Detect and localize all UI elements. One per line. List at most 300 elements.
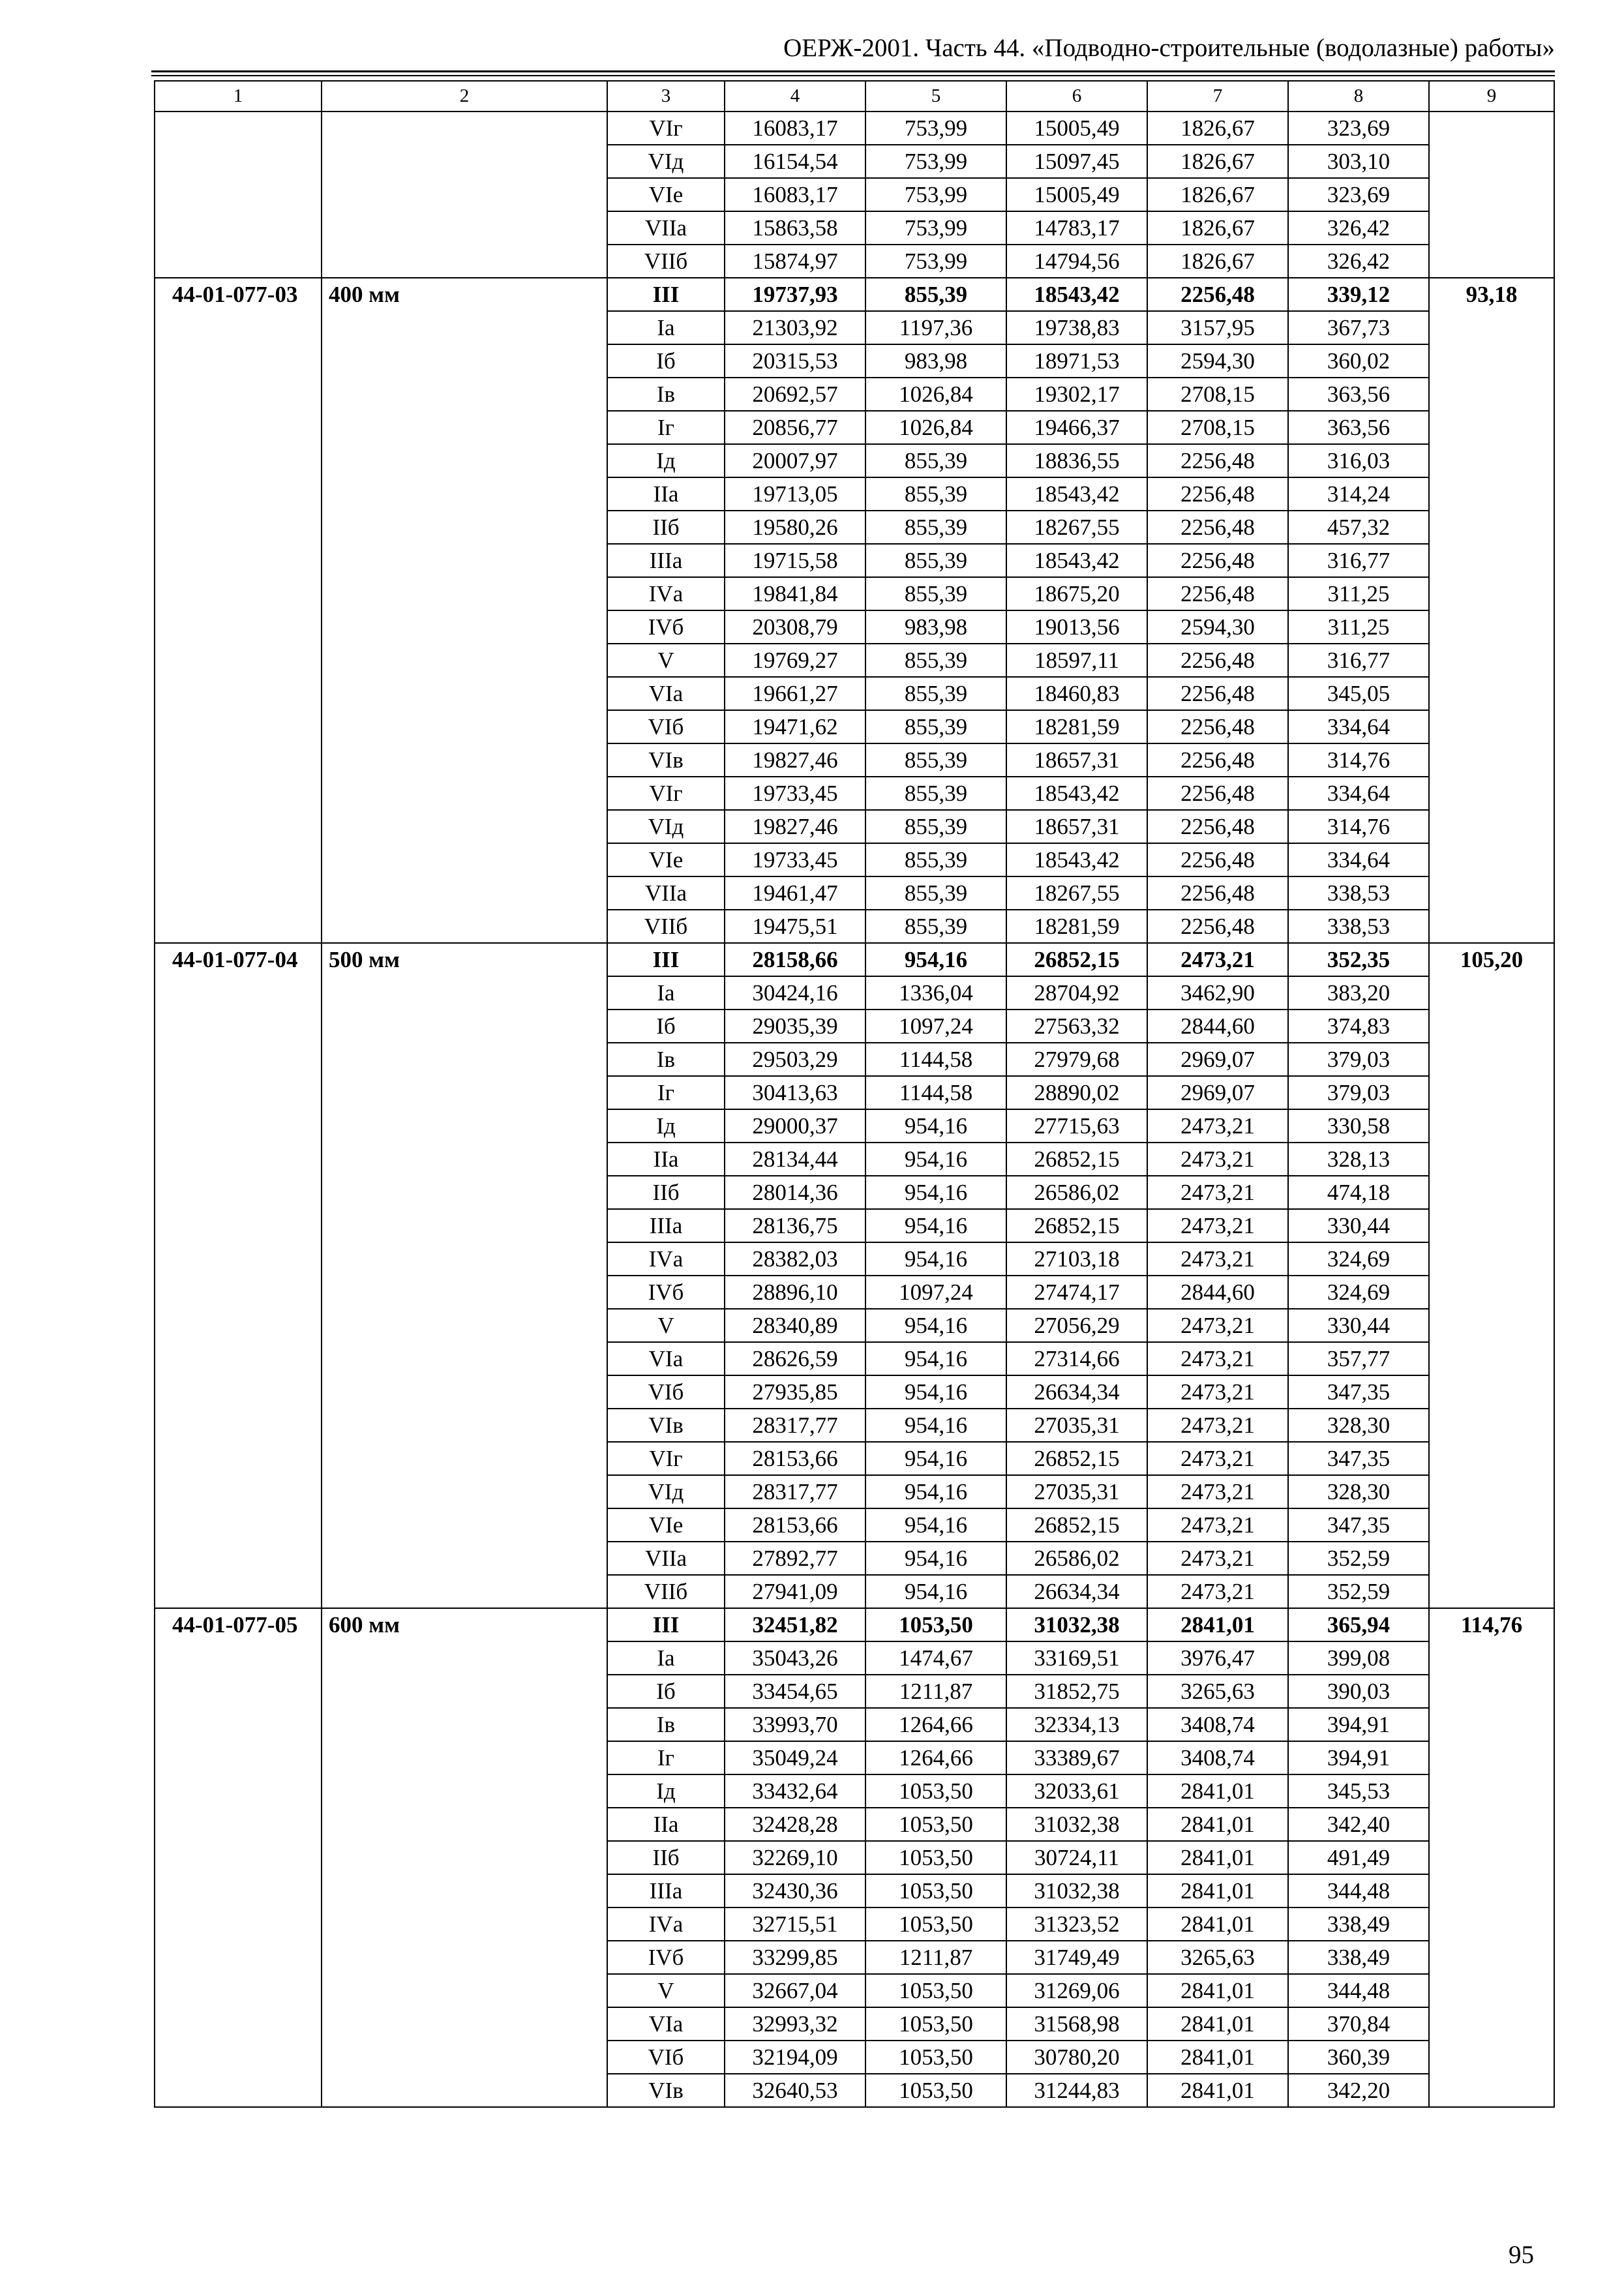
- category-cell: IIб: [607, 511, 725, 544]
- value-cell: 15005,49: [1006, 178, 1147, 211]
- value-cell: 347,35: [1288, 1375, 1429, 1409]
- value-cell: 21303,92: [725, 311, 865, 344]
- category-cell: IIIа: [607, 544, 725, 577]
- value-cell: 314,76: [1288, 743, 1429, 777]
- value-cell: 363,56: [1288, 378, 1429, 411]
- value-cell: 31749,49: [1006, 1941, 1147, 1974]
- value-cell: 2841,01: [1147, 1774, 1288, 1808]
- value-cell: 20315,53: [725, 344, 865, 378]
- value-cell: 324,69: [1288, 1242, 1429, 1276]
- value-cell: 328,30: [1288, 1475, 1429, 1508]
- value-cell: 32715,51: [725, 1908, 865, 1941]
- value-cell: 855,39: [865, 477, 1006, 511]
- value-cell: 27474,17: [1006, 1276, 1147, 1309]
- value-cell: 1264,66: [865, 1741, 1006, 1774]
- category-cell: VIе: [607, 1508, 725, 1542]
- column-number: 2: [322, 81, 607, 112]
- value-cell: 316,03: [1288, 444, 1429, 477]
- value-cell: 330,58: [1288, 1109, 1429, 1143]
- category-cell: Iг: [607, 411, 725, 444]
- value-cell: 3408,74: [1147, 1741, 1288, 1774]
- value-cell: 316,77: [1288, 544, 1429, 577]
- value-cell: 360,39: [1288, 2041, 1429, 2074]
- value-cell: 491,49: [1288, 1841, 1429, 1874]
- value-cell: 2256,48: [1147, 477, 1288, 511]
- category-cell: VIв: [607, 2074, 725, 2107]
- column-number: 8: [1288, 81, 1429, 112]
- value-cell: 2256,48: [1147, 544, 1288, 577]
- value-cell: 2841,01: [1147, 1608, 1288, 1641]
- value-cell: 379,03: [1288, 1076, 1429, 1109]
- value-cell: 855,39: [865, 876, 1006, 910]
- value-cell: 370,84: [1288, 2007, 1429, 2041]
- value-cell: 20007,97: [725, 444, 865, 477]
- value-cell: 28896,10: [725, 1276, 865, 1309]
- column-number: 4: [725, 81, 865, 112]
- category-cell: Iд: [607, 444, 725, 477]
- value-cell: 303,10: [1288, 145, 1429, 178]
- value-cell: 19713,05: [725, 477, 865, 511]
- value-cell: 26852,15: [1006, 943, 1147, 976]
- value-cell: 19841,84: [725, 577, 865, 610]
- value-cell: 983,98: [865, 344, 1006, 378]
- value-cell: 29035,39: [725, 1010, 865, 1043]
- rate-name-cell: 600 мм: [322, 1608, 607, 2107]
- value-cell: 954,16: [865, 1475, 1006, 1508]
- value-cell: 457,32: [1288, 511, 1429, 544]
- value-cell: 2256,48: [1147, 743, 1288, 777]
- value-cell: 855,39: [865, 843, 1006, 876]
- category-cell: VIа: [607, 677, 725, 710]
- category-cell: VIIб: [607, 245, 725, 278]
- value-cell: 2969,07: [1147, 1076, 1288, 1109]
- value-cell: 326,42: [1288, 245, 1429, 278]
- value-cell: 3265,63: [1147, 1675, 1288, 1708]
- col9-value-cell: [1429, 112, 1554, 278]
- value-cell: 1826,67: [1147, 211, 1288, 245]
- value-cell: 16083,17: [725, 178, 865, 211]
- value-cell: 323,69: [1288, 178, 1429, 211]
- value-cell: 26852,15: [1006, 1508, 1147, 1542]
- category-cell: Iв: [607, 1043, 725, 1076]
- category-cell: VIIа: [607, 876, 725, 910]
- value-cell: 18267,55: [1006, 876, 1147, 910]
- value-cell: 26634,34: [1006, 1375, 1147, 1409]
- category-cell: IIб: [607, 1176, 725, 1209]
- value-cell: 28158,66: [725, 943, 865, 976]
- value-cell: 954,16: [865, 1375, 1006, 1409]
- value-cell: 328,13: [1288, 1143, 1429, 1176]
- value-cell: 954,16: [865, 1242, 1006, 1276]
- value-cell: 314,76: [1288, 810, 1429, 843]
- value-cell: 28317,77: [725, 1475, 865, 1508]
- value-cell: 27979,68: [1006, 1043, 1147, 1076]
- value-cell: 19475,51: [725, 910, 865, 943]
- value-cell: 18971,53: [1006, 344, 1147, 378]
- value-cell: 324,69: [1288, 1276, 1429, 1309]
- category-cell: VIв: [607, 1409, 725, 1442]
- value-cell: 855,39: [865, 777, 1006, 810]
- value-cell: 28340,89: [725, 1309, 865, 1342]
- value-cell: 20308,79: [725, 610, 865, 644]
- category-cell: VIд: [607, 1475, 725, 1508]
- category-cell: IIIа: [607, 1209, 725, 1242]
- category-cell: VIб: [607, 710, 725, 743]
- value-cell: 2473,21: [1147, 1209, 1288, 1242]
- value-cell: 1053,50: [865, 1874, 1006, 1908]
- value-cell: 855,39: [865, 743, 1006, 777]
- value-cell: 32993,32: [725, 2007, 865, 2041]
- value-cell: 2841,01: [1147, 2041, 1288, 2074]
- value-cell: 14783,17: [1006, 211, 1147, 245]
- value-cell: 330,44: [1288, 1309, 1429, 1342]
- value-cell: 954,16: [865, 1143, 1006, 1176]
- value-cell: 954,16: [865, 1542, 1006, 1575]
- value-cell: 33169,51: [1006, 1641, 1147, 1675]
- category-cell: IIб: [607, 1841, 725, 1874]
- value-cell: 311,25: [1288, 577, 1429, 610]
- category-cell: VIд: [607, 810, 725, 843]
- value-cell: 855,39: [865, 444, 1006, 477]
- table-row: [155, 112, 1554, 145]
- value-cell: 31323,52: [1006, 1908, 1147, 1941]
- category-cell: III: [607, 278, 725, 311]
- page-header-title: ОЕРЖ-2001. Часть 44. «Подводно-строительные (водолазные) работы»: [783, 34, 1555, 62]
- value-cell: 1053,50: [865, 1608, 1006, 1641]
- value-cell: 855,39: [865, 577, 1006, 610]
- value-cell: 20856,77: [725, 411, 865, 444]
- category-cell: VIIб: [607, 910, 725, 943]
- value-cell: 19302,17: [1006, 378, 1147, 411]
- category-cell: IVб: [607, 1941, 725, 1974]
- value-cell: 26586,02: [1006, 1542, 1147, 1575]
- value-cell: 29000,37: [725, 1109, 865, 1143]
- value-cell: 19737,93: [725, 278, 865, 311]
- rate-code-cell: [155, 112, 322, 278]
- value-cell: 15097,45: [1006, 145, 1147, 178]
- category-cell: IVб: [607, 610, 725, 644]
- value-cell: 1826,67: [1147, 178, 1288, 211]
- category-cell: Iб: [607, 1675, 725, 1708]
- value-cell: 33389,67: [1006, 1741, 1147, 1774]
- value-cell: 19661,27: [725, 677, 865, 710]
- value-cell: 365,94: [1288, 1608, 1429, 1641]
- category-cell: IIIа: [607, 1874, 725, 1908]
- value-cell: 323,69: [1288, 112, 1429, 145]
- value-cell: 954,16: [865, 1209, 1006, 1242]
- value-cell: 2473,21: [1147, 1375, 1288, 1409]
- value-cell: 474,18: [1288, 1176, 1429, 1209]
- category-cell: Iв: [607, 1708, 725, 1741]
- value-cell: 1053,50: [865, 2041, 1006, 2074]
- value-cell: 2256,48: [1147, 910, 1288, 943]
- value-cell: 28626,59: [725, 1342, 865, 1375]
- value-cell: 2594,30: [1147, 344, 1288, 378]
- category-cell: VIе: [607, 843, 725, 876]
- value-cell: 32334,13: [1006, 1708, 1147, 1741]
- value-cell: 954,16: [865, 1442, 1006, 1475]
- value-cell: 399,08: [1288, 1641, 1429, 1675]
- value-cell: 18543,42: [1006, 777, 1147, 810]
- value-cell: 2473,21: [1147, 1143, 1288, 1176]
- value-cell: 753,99: [865, 211, 1006, 245]
- category-cell: IVа: [607, 1908, 725, 1941]
- category-cell: V: [607, 1309, 725, 1342]
- value-cell: 2256,48: [1147, 444, 1288, 477]
- value-cell: 1026,84: [865, 378, 1006, 411]
- value-cell: 15005,49: [1006, 112, 1147, 145]
- value-cell: 1826,67: [1147, 245, 1288, 278]
- value-cell: 31269,06: [1006, 1974, 1147, 2007]
- value-cell: 29503,29: [725, 1043, 865, 1076]
- value-cell: 2473,21: [1147, 1109, 1288, 1143]
- column-number: 1: [155, 81, 322, 112]
- value-cell: 1826,67: [1147, 112, 1288, 145]
- value-cell: 1144,58: [865, 1043, 1006, 1076]
- value-cell: 753,99: [865, 145, 1006, 178]
- value-cell: 347,35: [1288, 1508, 1429, 1542]
- value-cell: 19715,58: [725, 544, 865, 577]
- value-cell: 2841,01: [1147, 1874, 1288, 1908]
- value-cell: 2256,48: [1147, 577, 1288, 610]
- value-cell: 18657,31: [1006, 743, 1147, 777]
- category-cell: VIб: [607, 1375, 725, 1409]
- value-cell: 26586,02: [1006, 1176, 1147, 1209]
- value-cell: 1336,04: [865, 976, 1006, 1010]
- value-cell: 18281,59: [1006, 710, 1147, 743]
- value-cell: 2708,15: [1147, 411, 1288, 444]
- value-cell: 2473,21: [1147, 1575, 1288, 1608]
- value-cell: 32640,53: [725, 2074, 865, 2107]
- value-cell: 352,59: [1288, 1542, 1429, 1575]
- value-cell: 2844,60: [1147, 1010, 1288, 1043]
- value-cell: 18836,55: [1006, 444, 1147, 477]
- value-cell: 1026,84: [865, 411, 1006, 444]
- value-cell: 2473,21: [1147, 1342, 1288, 1375]
- value-cell: 18543,42: [1006, 544, 1147, 577]
- value-cell: 26634,34: [1006, 1575, 1147, 1608]
- header-rule-thin: [151, 75, 1555, 76]
- value-cell: 1053,50: [865, 2007, 1006, 2041]
- value-cell: 26852,15: [1006, 1442, 1147, 1475]
- value-cell: 30424,16: [725, 976, 865, 1010]
- category-cell: VIг: [607, 777, 725, 810]
- value-cell: 18460,83: [1006, 677, 1147, 710]
- value-cell: 33454,65: [725, 1675, 865, 1708]
- rate-code-cell: 44-01-077-03: [155, 278, 322, 943]
- value-cell: 19580,26: [725, 511, 865, 544]
- category-cell: VIд: [607, 145, 725, 178]
- value-cell: 2594,30: [1147, 610, 1288, 644]
- value-cell: 344,48: [1288, 1974, 1429, 2007]
- value-cell: 1826,67: [1147, 145, 1288, 178]
- category-cell: VIIа: [607, 1542, 725, 1575]
- value-cell: 19466,37: [1006, 411, 1147, 444]
- value-cell: 2256,48: [1147, 777, 1288, 810]
- value-cell: 15863,58: [725, 211, 865, 245]
- value-cell: 2473,21: [1147, 1242, 1288, 1276]
- value-cell: 855,39: [865, 910, 1006, 943]
- value-cell: 2844,60: [1147, 1276, 1288, 1309]
- value-cell: 1097,24: [865, 1276, 1006, 1309]
- value-cell: 855,39: [865, 677, 1006, 710]
- value-cell: 954,16: [865, 1342, 1006, 1375]
- value-cell: 3265,63: [1147, 1941, 1288, 1974]
- value-cell: 2473,21: [1147, 1409, 1288, 1442]
- value-cell: 954,16: [865, 1409, 1006, 1442]
- col9-value-cell: 105,20: [1429, 943, 1554, 1608]
- value-cell: 28382,03: [725, 1242, 865, 1276]
- value-cell: 2256,48: [1147, 876, 1288, 910]
- value-cell: 1053,50: [865, 1908, 1006, 1941]
- value-cell: 954,16: [865, 1176, 1006, 1209]
- value-cell: 954,16: [865, 1309, 1006, 1342]
- category-cell: Iв: [607, 378, 725, 411]
- value-cell: 855,39: [865, 710, 1006, 743]
- value-cell: 2473,21: [1147, 1176, 1288, 1209]
- value-cell: 394,91: [1288, 1741, 1429, 1774]
- category-cell: Iа: [607, 1641, 725, 1675]
- value-cell: 1144,58: [865, 1076, 1006, 1109]
- value-cell: 314,24: [1288, 477, 1429, 511]
- category-cell: VIа: [607, 1342, 725, 1375]
- value-cell: 2841,01: [1147, 2007, 1288, 2041]
- category-cell: VIб: [607, 2041, 725, 2074]
- value-cell: 2841,01: [1147, 1841, 1288, 1874]
- table-row: [155, 1608, 1554, 1641]
- category-cell: Iа: [607, 976, 725, 1010]
- value-cell: 954,16: [865, 1109, 1006, 1143]
- category-cell: IIа: [607, 1143, 725, 1176]
- value-cell: 855,39: [865, 278, 1006, 311]
- value-cell: 31852,75: [1006, 1675, 1147, 1708]
- value-cell: 339,12: [1288, 278, 1429, 311]
- value-cell: 328,30: [1288, 1409, 1429, 1442]
- value-cell: 33432,64: [725, 1774, 865, 1808]
- value-cell: 2708,15: [1147, 378, 1288, 411]
- column-number: 9: [1429, 81, 1554, 112]
- value-cell: 342,40: [1288, 1808, 1429, 1841]
- value-cell: 19827,46: [725, 743, 865, 777]
- column-number: 3: [607, 81, 725, 112]
- value-cell: 2473,21: [1147, 1508, 1288, 1542]
- value-cell: 18267,55: [1006, 511, 1147, 544]
- category-cell: IVа: [607, 1242, 725, 1276]
- value-cell: 855,39: [865, 810, 1006, 843]
- value-cell: 3157,95: [1147, 311, 1288, 344]
- value-cell: 27035,31: [1006, 1409, 1147, 1442]
- table-row: [155, 278, 1554, 311]
- value-cell: 1053,50: [865, 1974, 1006, 2007]
- value-cell: 1053,50: [865, 1841, 1006, 1874]
- rate-name-cell: 500 мм: [322, 943, 607, 1608]
- value-cell: 28704,92: [1006, 976, 1147, 1010]
- value-cell: 27314,66: [1006, 1342, 1147, 1375]
- rate-name-cell: 400 мм: [322, 278, 607, 943]
- category-cell: Iг: [607, 1076, 725, 1109]
- value-cell: 855,39: [865, 644, 1006, 677]
- category-cell: Iб: [607, 1010, 725, 1043]
- value-cell: 1053,50: [865, 1774, 1006, 1808]
- value-cell: 26852,15: [1006, 1143, 1147, 1176]
- category-cell: VIа: [607, 2007, 725, 2041]
- value-cell: 338,49: [1288, 1908, 1429, 1941]
- value-cell: 2256,48: [1147, 511, 1288, 544]
- value-cell: 326,42: [1288, 211, 1429, 245]
- value-cell: 18281,59: [1006, 910, 1147, 943]
- value-cell: 954,16: [865, 1508, 1006, 1542]
- col9-value-cell: 114,76: [1429, 1608, 1554, 2107]
- value-cell: 2473,21: [1147, 943, 1288, 976]
- value-cell: 2473,21: [1147, 1542, 1288, 1575]
- value-cell: 19461,47: [725, 876, 865, 910]
- value-cell: 27715,63: [1006, 1109, 1147, 1143]
- value-cell: 345,53: [1288, 1774, 1429, 1808]
- value-cell: 374,83: [1288, 1010, 1429, 1043]
- value-cell: 18597,11: [1006, 644, 1147, 677]
- value-cell: 18543,42: [1006, 278, 1147, 311]
- value-cell: 1474,67: [865, 1641, 1006, 1675]
- value-cell: 367,73: [1288, 311, 1429, 344]
- value-cell: 33993,70: [725, 1708, 865, 1741]
- value-cell: 3408,74: [1147, 1708, 1288, 1741]
- value-cell: 753,99: [865, 178, 1006, 211]
- value-cell: 311,25: [1288, 610, 1429, 644]
- value-cell: 30724,11: [1006, 1841, 1147, 1874]
- value-cell: 2841,01: [1147, 2074, 1288, 2107]
- category-cell: Iб: [607, 344, 725, 378]
- category-cell: IIа: [607, 1808, 725, 1841]
- value-cell: 2256,48: [1147, 810, 1288, 843]
- value-cell: 347,35: [1288, 1442, 1429, 1475]
- category-cell: V: [607, 644, 725, 677]
- category-cell: V: [607, 1974, 725, 2007]
- category-cell: IVб: [607, 1276, 725, 1309]
- value-cell: 2256,48: [1147, 644, 1288, 677]
- value-cell: 390,03: [1288, 1675, 1429, 1708]
- category-cell: III: [607, 1608, 725, 1641]
- value-cell: 954,16: [865, 1575, 1006, 1608]
- value-cell: 32430,36: [725, 1874, 865, 1908]
- value-cell: 2256,48: [1147, 843, 1288, 876]
- value-cell: 31032,38: [1006, 1808, 1147, 1841]
- category-cell: Iг: [607, 1741, 725, 1774]
- value-cell: 16083,17: [725, 112, 865, 145]
- value-cell: 3976,47: [1147, 1641, 1288, 1675]
- value-cell: 28317,77: [725, 1409, 865, 1442]
- value-cell: 31244,83: [1006, 2074, 1147, 2107]
- category-cell: IVа: [607, 577, 725, 610]
- value-cell: 27103,18: [1006, 1242, 1147, 1276]
- value-cell: 1264,66: [865, 1708, 1006, 1741]
- value-cell: 14794,56: [1006, 245, 1147, 278]
- category-cell: Iд: [607, 1774, 725, 1808]
- value-cell: 28153,66: [725, 1508, 865, 1542]
- value-cell: 19769,27: [725, 644, 865, 677]
- category-cell: Iд: [607, 1109, 725, 1143]
- value-cell: 753,99: [865, 112, 1006, 145]
- column-number: 6: [1006, 81, 1147, 112]
- value-cell: 1211,87: [865, 1675, 1006, 1708]
- value-cell: 33299,85: [725, 1941, 865, 1974]
- value-cell: 32033,61: [1006, 1774, 1147, 1808]
- value-cell: 31568,98: [1006, 2007, 1147, 2041]
- value-cell: 31032,38: [1006, 1874, 1147, 1908]
- value-cell: 30413,63: [725, 1076, 865, 1109]
- value-cell: 28890,02: [1006, 1076, 1147, 1109]
- category-cell: III: [607, 943, 725, 976]
- category-cell: VIг: [607, 112, 725, 145]
